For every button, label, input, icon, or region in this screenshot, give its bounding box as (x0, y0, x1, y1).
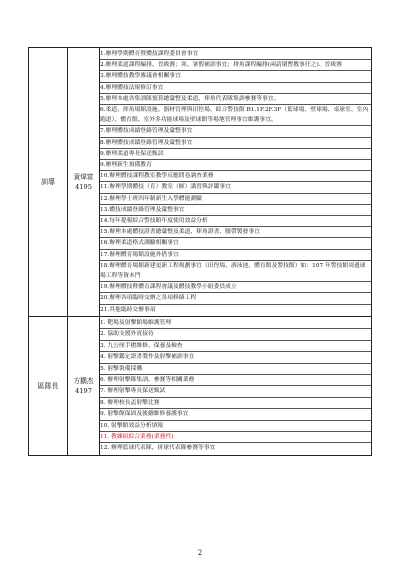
list-item: 20.辦理各項臨時交辦之各項修繕工程 (100, 293, 371, 304)
list-item: 4. 射擊鑑定證書製作及射擊補訓事宜 (100, 352, 371, 363)
person-extension: 4197 (75, 386, 92, 395)
task-list (100, 48, 371, 316)
table-row (29, 316, 372, 455)
list-item: 21.其他臨時交辦事項 (100, 306, 156, 313)
list-item: 14.每年提報綜合警技館年度使用效益分析 (100, 216, 371, 227)
table-row (29, 48, 372, 317)
list-item: 15.辦理本處體技證書總彙整及柔道、摔角證書、腰帶製發事宜 (100, 227, 371, 238)
person-extension: 4195 (75, 182, 92, 191)
list-item: 3.辦理體技教學審議會相關事宜 (100, 71, 371, 82)
role-cell: 訓導 (29, 48, 68, 317)
list-item: 6.柔道、摔角場館設施、器材管理與田徑場、綜合警技館 B1.1F.2F.3F（籃球場、壁球場、桌球室、室內跑道）、體育館、室外多功能球場及壁球館等場地管理事宜維護事宜。 (100, 105, 371, 126)
list-item: 16.辦理柔道格式測驗相關事宜 (100, 238, 371, 249)
list-item: 3. 九公厘手槍維修、保養及檢查 (100, 341, 371, 352)
list-item: 1. 靶場及射擊館場維護管理 (100, 318, 371, 329)
list-item: 7.辦理體技成績登錄管理及彙整事宜 (100, 126, 371, 137)
list-item: 13.體技成績登錄管理及彙整事宜 (100, 205, 371, 216)
task-cell (100, 316, 372, 455)
page-number: 2 (197, 549, 203, 557)
list-item: 9. 射擊館保固及後續維修養護事宜 (100, 409, 371, 420)
list-item: 19.辦理體技暨體育課程會議及體技教學小組委員成立 (100, 282, 371, 293)
list-item: 12. 辦理籃球代表隊、拼球代表隊參賽等事宜 (100, 445, 216, 452)
list-item: 2. 協助支援外賓接待 (100, 329, 371, 340)
role-cell: 區隊長 (29, 316, 68, 455)
list-item: 6. 辦理射擊隊集訓、參賽等相關業務 (100, 375, 371, 386)
person-name: 黃煒富 (73, 172, 94, 181)
list-item: 17.辦理體育場館設施外借事宜 (100, 250, 371, 261)
list-item: 8.辦理體技成績登錄管理及彙整事宜 (100, 138, 371, 149)
person-name: 方鵬杰 (73, 376, 94, 385)
list-item: 9.辦理柔道專長保送甄試 (100, 149, 371, 160)
duty-table (28, 47, 372, 456)
list-item: 2.辦理柔道課程編排、晉級賽；寒、暑假補訓事宜；排角課程編排(兩請閉暫教事任之)、晉級賽 (100, 60, 371, 71)
list-item: 1.辦理學期體育暨體技課程委員會事宜 (100, 49, 371, 60)
list-item-highlighted: 11. 教練組綜合業務(業務性) (100, 432, 371, 443)
list-item: 8. 辦理校長盃射擊比賽 (100, 398, 371, 409)
list-item: 12.辦理學士班四年制新生入學體能測驗 (100, 194, 371, 205)
list-item: 10.辦理體技課程教室教學反應問卷調查業務 (100, 171, 371, 182)
list-item: 9.辦理新生預備教育 (100, 160, 371, 171)
list-item: 4.辦理體技法規修訂事宜 (100, 83, 371, 94)
person-cell (68, 316, 100, 455)
list-item: 5. 射擊裝備採購 (100, 364, 371, 375)
task-list (100, 317, 371, 455)
list-item: 5.辦理本處各集訓隊預算總彙整及柔道、摔角代表隊集訓參賽等事宜。 (100, 94, 371, 105)
task-cell (100, 48, 372, 317)
list-item: 18.辦理體育場館新建更新工程規劃事宜（田徑場、游泳池、體育館及警技館）如：107 年警技館周邊球場工程等資本門 (100, 261, 371, 282)
person-cell (68, 48, 100, 317)
list-item: 11.辦理學期體技（育）教室（師）講習與評鑑事宜 (100, 182, 371, 193)
list-item: 10. 射擊館效益分析填報 (100, 421, 371, 432)
list-item: 7. 辦理射擊專長保送甄試 (100, 386, 371, 397)
